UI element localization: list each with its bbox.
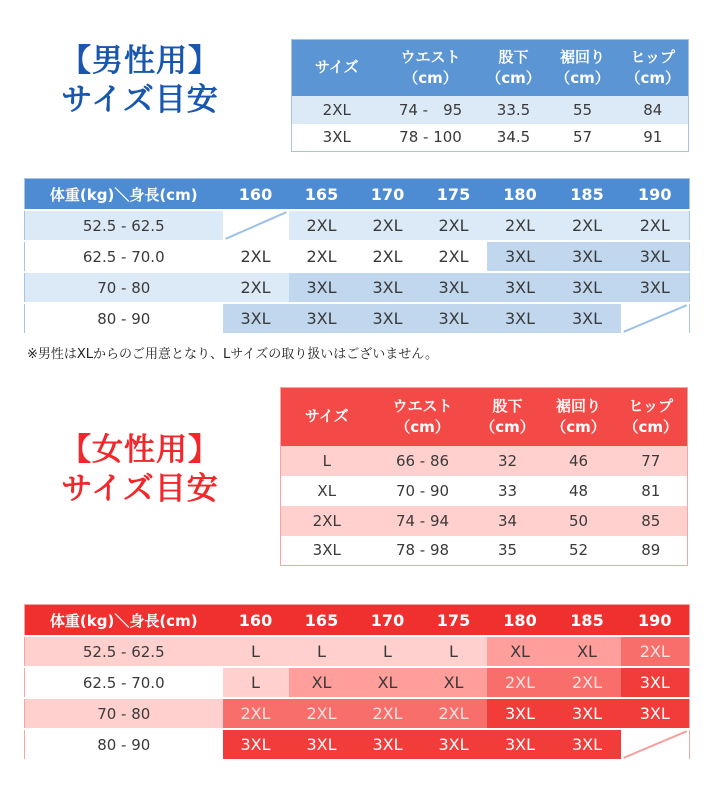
height-header: 190 bbox=[621, 179, 690, 211]
table-row bbox=[25, 667, 690, 698]
height-header: 165 bbox=[289, 605, 355, 637]
size-cell: 3XL bbox=[487, 241, 554, 272]
waist-cell: 78 - 100 bbox=[382, 124, 480, 152]
size-cell: L bbox=[289, 636, 355, 667]
size-cell: XL bbox=[421, 667, 487, 698]
table-row bbox=[281, 536, 688, 566]
size-cell: 3XL bbox=[281, 536, 373, 566]
hip-cell: 84 bbox=[618, 96, 689, 124]
hem-cell: 57 bbox=[548, 124, 618, 152]
hip-cell: 91 bbox=[618, 124, 689, 152]
size-cell: 2XL bbox=[355, 241, 421, 272]
table-row bbox=[25, 272, 690, 303]
table-row bbox=[281, 446, 688, 476]
size-cell: 3XL bbox=[554, 303, 621, 334]
size-cell: 2XL bbox=[289, 698, 355, 729]
size-cell: L bbox=[223, 667, 289, 698]
size-cell: L bbox=[355, 636, 421, 667]
women-heading-line1: 【女性用】 bbox=[60, 432, 220, 468]
height-header: 170 bbox=[355, 179, 421, 211]
waist-col-header: ウエスト （cm） bbox=[382, 40, 480, 96]
size-cell: L bbox=[223, 636, 289, 667]
weight-row-label: 70 - 80 bbox=[25, 698, 223, 729]
size-cell: 2XL bbox=[554, 667, 621, 698]
waist-cell: 78 - 98 bbox=[373, 536, 473, 566]
hem-cell: 50 bbox=[543, 506, 615, 536]
weight-row-label: 52.5 - 62.5 bbox=[25, 210, 223, 241]
inseam-cell: 34.5 bbox=[480, 124, 548, 152]
men-size-header-row bbox=[292, 40, 689, 96]
women-matrix-header-row bbox=[25, 605, 690, 637]
men-note: ※男性はXLからのご用意となり、Lサイズの取り扱いはございません。 bbox=[27, 347, 439, 362]
women-size-table bbox=[280, 387, 688, 566]
size-cell: 3XL bbox=[421, 729, 487, 760]
inseam-cell: 35 bbox=[473, 536, 543, 566]
size-cell: 3XL bbox=[421, 272, 487, 303]
height-header: 185 bbox=[554, 179, 621, 211]
not-available-cell bbox=[621, 303, 690, 334]
size-cell: 3XL bbox=[289, 303, 355, 334]
weight-row-label: 80 - 90 bbox=[25, 303, 223, 334]
hip-cell: 85 bbox=[615, 506, 688, 536]
height-header: 185 bbox=[554, 605, 621, 637]
inseam-cell: 33 bbox=[473, 476, 543, 506]
size-cell: 2XL bbox=[421, 241, 487, 272]
size-cell: 2XL bbox=[289, 241, 355, 272]
men-heading-line1: 【男性用】 bbox=[60, 43, 220, 79]
size-cell: 3XL bbox=[621, 667, 690, 698]
size-cell: 3XL bbox=[554, 241, 621, 272]
size-cell: 2XL bbox=[621, 636, 690, 667]
height-header: 165 bbox=[289, 179, 355, 211]
table-row bbox=[25, 698, 690, 729]
size-cell: 3XL bbox=[355, 729, 421, 760]
height-header: 180 bbox=[487, 179, 554, 211]
table-row bbox=[25, 303, 690, 334]
waist-col-header: ウエスト （cm） bbox=[373, 388, 473, 446]
size-cell: 2XL bbox=[292, 96, 382, 124]
size-cell: 3XL bbox=[292, 124, 382, 152]
hip-col-header: ヒップ （cm） bbox=[615, 388, 688, 446]
waist-cell: 74 - 94 bbox=[373, 506, 473, 536]
hem-cell: 46 bbox=[543, 446, 615, 476]
table-row bbox=[25, 210, 690, 241]
size-cell: 3XL bbox=[355, 272, 421, 303]
men-size-table bbox=[291, 39, 689, 152]
hem-cell: 55 bbox=[548, 96, 618, 124]
inseam-cell: 34 bbox=[473, 506, 543, 536]
inseam-cell: 32 bbox=[473, 446, 543, 476]
size-cell: 2XL bbox=[421, 210, 487, 241]
women-heading bbox=[20, 431, 260, 509]
size-cell: 3XL bbox=[355, 303, 421, 334]
size-cell: 3XL bbox=[487, 303, 554, 334]
men-size-matrix bbox=[24, 178, 690, 335]
hip-col-header: ヒップ （cm） bbox=[618, 40, 689, 96]
size-cell: 2XL bbox=[289, 210, 355, 241]
size-cell: 3XL bbox=[487, 272, 554, 303]
not-available-cell bbox=[621, 729, 690, 760]
size-cell: L bbox=[421, 636, 487, 667]
men-matrix-header-row bbox=[25, 179, 690, 211]
size-cell: 3XL bbox=[554, 729, 621, 760]
hip-cell: 81 bbox=[615, 476, 688, 506]
diagonal-slash-icon bbox=[621, 304, 690, 333]
women-heading-line2: サイズ目安 bbox=[61, 470, 219, 507]
weight-row-label: 62.5 - 70.0 bbox=[25, 241, 223, 272]
inseam-col-header: 股下 （cm） bbox=[473, 388, 543, 446]
table-row bbox=[281, 476, 688, 506]
size-cell: 2XL bbox=[281, 506, 373, 536]
height-header: 160 bbox=[223, 605, 289, 637]
size-col-header: サイズ bbox=[292, 40, 382, 96]
size-cell: 3XL bbox=[289, 729, 355, 760]
size-cell: 2XL bbox=[223, 272, 289, 303]
size-cell: 3XL bbox=[621, 272, 690, 303]
diagonal-slash-icon bbox=[223, 211, 289, 240]
hip-cell: 77 bbox=[615, 446, 688, 476]
waist-cell: 70 - 90 bbox=[373, 476, 473, 506]
matrix-corner-label: 体重(kg)＼身長(cm) bbox=[25, 179, 223, 211]
height-header: 175 bbox=[421, 605, 487, 637]
table-row bbox=[292, 96, 689, 124]
size-cell: 3XL bbox=[621, 698, 690, 729]
table-row bbox=[292, 124, 689, 152]
size-cell: XL bbox=[289, 667, 355, 698]
size-cell: 3XL bbox=[621, 241, 690, 272]
weight-row-label: 80 - 90 bbox=[25, 729, 223, 760]
women-size-matrix bbox=[24, 604, 690, 761]
size-cell: 2XL bbox=[487, 210, 554, 241]
size-cell: 3XL bbox=[487, 698, 554, 729]
size-cell: XL bbox=[355, 667, 421, 698]
hem-cell: 52 bbox=[543, 536, 615, 566]
waist-cell: 74 - 95 bbox=[382, 96, 480, 124]
inseam-cell: 33.5 bbox=[480, 96, 548, 124]
matrix-corner-label: 体重(kg)＼身長(cm) bbox=[25, 605, 223, 637]
size-cell: 3XL bbox=[223, 303, 289, 334]
size-cell: 2XL bbox=[621, 210, 690, 241]
table-row bbox=[25, 636, 690, 667]
size-cell: 2XL bbox=[223, 698, 289, 729]
hip-cell: 89 bbox=[615, 536, 688, 566]
weight-row-label: 52.5 - 62.5 bbox=[25, 636, 223, 667]
diagonal-slash-icon bbox=[621, 730, 690, 759]
height-header: 180 bbox=[487, 605, 554, 637]
size-cell: XL bbox=[487, 636, 554, 667]
size-cell: 2XL bbox=[421, 698, 487, 729]
height-header: 190 bbox=[621, 605, 690, 637]
size-cell: 2XL bbox=[355, 210, 421, 241]
size-cell: 2XL bbox=[487, 667, 554, 698]
size-col-header: サイズ bbox=[281, 388, 373, 446]
hem-col-header: 裾回り （cm） bbox=[548, 40, 618, 96]
waist-cell: 66 - 86 bbox=[373, 446, 473, 476]
size-cell: 2XL bbox=[554, 210, 621, 241]
size-cell: 3XL bbox=[223, 729, 289, 760]
size-cell: 3XL bbox=[289, 272, 355, 303]
weight-row-label: 70 - 80 bbox=[25, 272, 223, 303]
size-cell: 2XL bbox=[223, 241, 289, 272]
women-size-header-row bbox=[281, 388, 688, 446]
size-cell: 2XL bbox=[355, 698, 421, 729]
men-heading bbox=[20, 42, 260, 120]
height-header: 160 bbox=[223, 179, 289, 211]
height-header: 175 bbox=[421, 179, 487, 211]
table-row bbox=[25, 729, 690, 760]
hem-cell: 48 bbox=[543, 476, 615, 506]
height-header: 170 bbox=[355, 605, 421, 637]
size-cell: 3XL bbox=[554, 698, 621, 729]
table-row bbox=[25, 241, 690, 272]
inseam-col-header: 股下 （cm） bbox=[480, 40, 548, 96]
size-cell: 3XL bbox=[421, 303, 487, 334]
men-heading-line2: サイズ目安 bbox=[61, 81, 219, 118]
size-cell: 3XL bbox=[487, 729, 554, 760]
size-cell: 3XL bbox=[554, 272, 621, 303]
size-cell: L bbox=[281, 446, 373, 476]
not-available-cell bbox=[223, 210, 289, 241]
table-row bbox=[281, 506, 688, 536]
size-cell: XL bbox=[281, 476, 373, 506]
size-cell: XL bbox=[554, 636, 621, 667]
hem-col-header: 裾回り （cm） bbox=[543, 388, 615, 446]
weight-row-label: 62.5 - 70.0 bbox=[25, 667, 223, 698]
